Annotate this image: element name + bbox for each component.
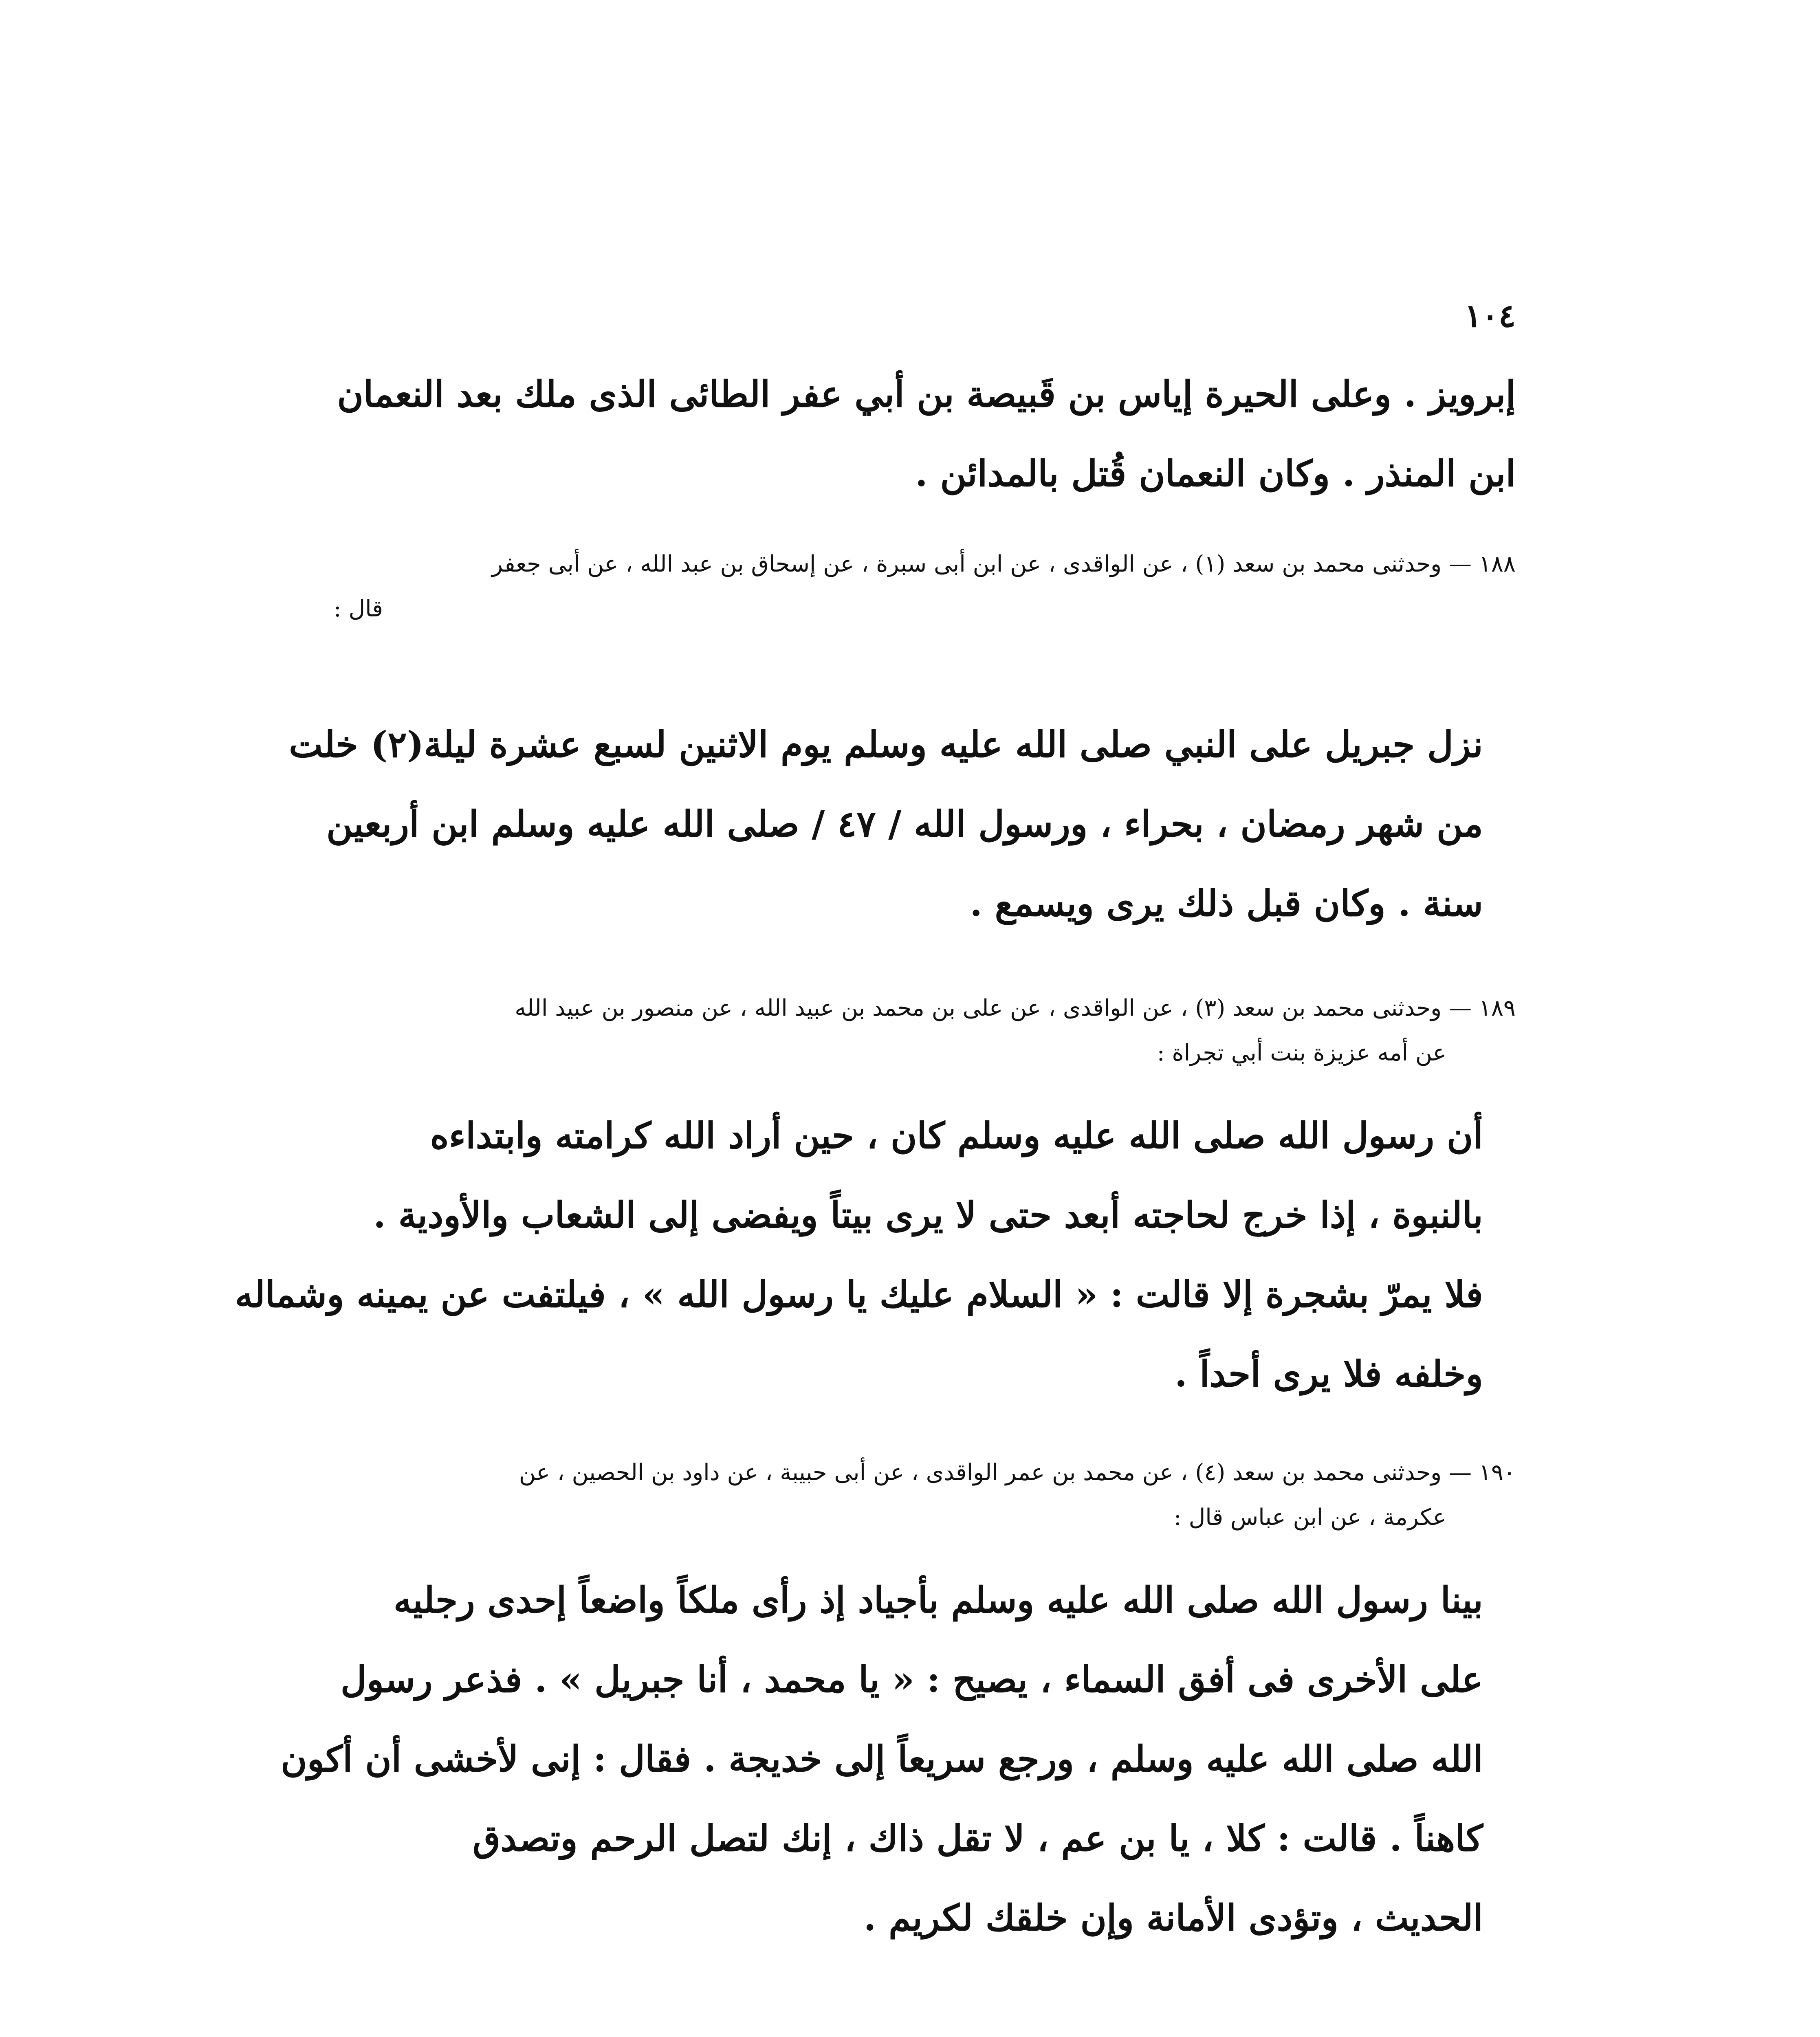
text-line: أن رسول الله صلى الله عليه وسلم كان ، حين أراد الله كرامته وابتداءه [430,1114,1483,1157]
text-line: إبرويز . وعلى الحيرة إياس بن قَبيصة بن أبي عفر الطائى الذى ملك بعد النعمان [337,373,1516,415]
page-number: ١٠٤ [1464,297,1516,334]
isnad-line: قال : [333,596,383,622]
text-line: فلا يمرّ بشجرة إلا قالت : « السلام عليك يا رسول الله » ، فيلتفت عن يمينه وشماله [235,1273,1483,1315]
isnad-line: عن أمه عزيزة بنت أبي تجراة : [1157,1040,1446,1066]
text-line: وخلفه فلا يرى أحداً . [1175,1353,1483,1395]
narration-189 [235,1096,1516,1414]
text-line: بالنبوة ، إذا خرج لحاجته أبعد حتى لا يرى بيتاً ويفضى إلى الشعاب والأودية . [373,1194,1483,1236]
narration-188 [289,705,1516,943]
isnad-line: ١٨٨ — وحدثنى محمد بن سعد (١) ، عن الواقدى ، عن ابن أبى سبرة ، عن إسحاق بن عبد الله ، عن أبى جعفر [491,551,1516,577]
isnad-line: ١٩٠ — وحدثنى محمد بن سعد (٤) ، عن محمد بن عمر الواقدى ، عن أبى حبيبة ، عن داود بن الحصين ، عن [519,1459,1516,1486]
paragraph-continuation [310,354,1516,513]
narration-190 [281,1560,1516,1958]
text-line: نزل جبريل على النبي صلى الله عليه وسلم يوم الاثنين لسبع عشرة ليلة(٢) خلت [289,723,1483,766]
isnad-line: ١٨٩ — وحدثنى محمد بن سعد (٣) ، عن الواقدى ، عن على بن محمد بن عبيد الله ، عن منصور بن عبيد الله [515,995,1516,1021]
text-line: كاهناً . قالت : كلا ، يا بن عم ، لا تقل ذاك ، إنك لتصل الرحم وتصدق [473,1817,1483,1859]
text-line: من شهر رمضان ، بحراء ، ورسول الله / ٤٧ / صلى الله عليه وسلم ابن أربعين [326,803,1483,845]
isnad-line: عكرمة ، عن ابن عباس قال : [1173,1504,1446,1531]
text-line: الحديث ، وتؤدى الأمانة وإن خلقك لكريم . [863,1896,1483,1939]
page [235,253,1516,2037]
text-line: على الأخرى فى أفق السماء ، يصيح : « يا محمد ، أنا جبريل » . فذعر رسول [340,1658,1483,1700]
text-line: بينا رسول الله صلى الله عليه وسلم بأجياد إذ رأى ملكاً واضعاً إحدى رجليه [394,1579,1483,1621]
isnad-189 [310,986,1516,1076]
isnad-190 [310,1450,1516,1540]
text-line: سنة . وكان قبل ذلك يرى ويسمع . [970,882,1483,924]
isnad-188 [310,542,1516,631]
text-line: ابن المنذر . وكان النعمان قُتل بالمدائن . [915,452,1516,495]
text-line: الله صلى الله عليه وسلم ، ورجع سريعاً إلى خديجة . فقال : إنى لأخشى أن أكون [281,1738,1483,1780]
